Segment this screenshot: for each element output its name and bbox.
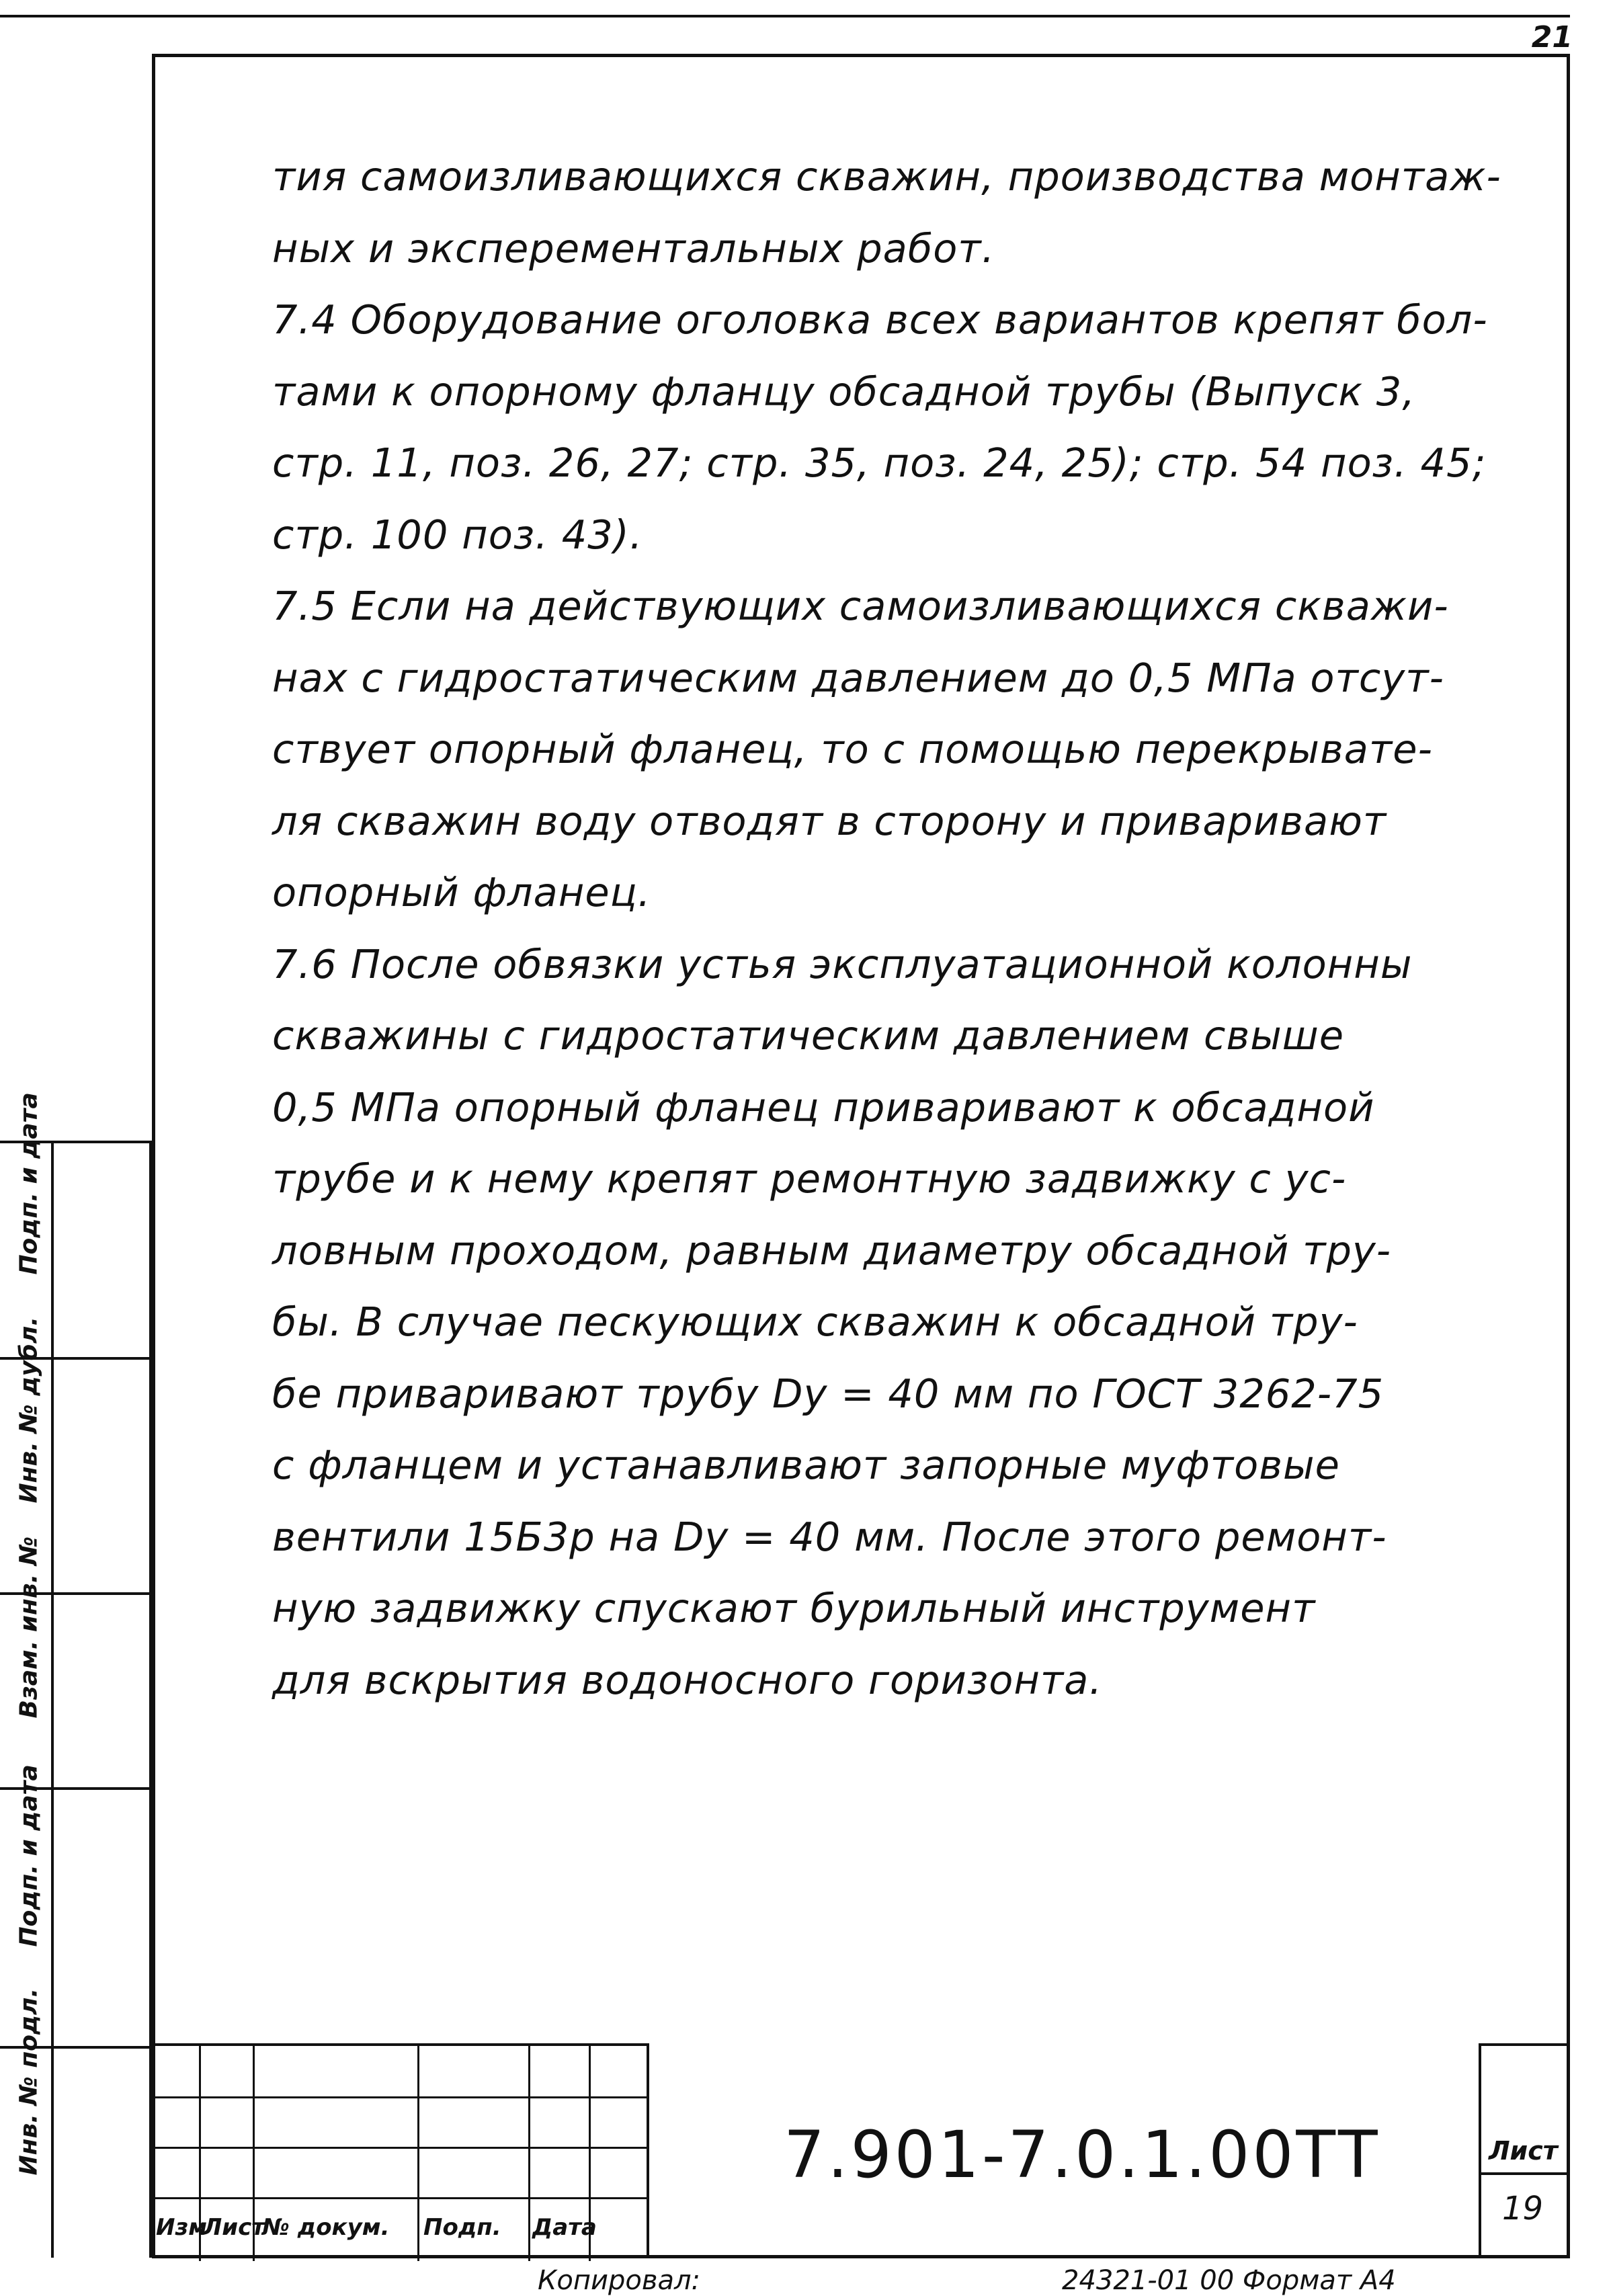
side-stamp-label: Взам. инв. №	[15, 1536, 43, 1719]
footer-format: 24321-01 00 Формат А4	[1062, 2265, 1396, 2296]
title-block-column-header: Подп.	[423, 2214, 501, 2241]
text-line: нах с гидростатическим давлением до 0,5 МПа отсут-	[272, 654, 1444, 701]
text-line: с фланцем и устанавливают запорные муфтовые	[272, 1442, 1340, 1488]
grid-col-line	[417, 2046, 419, 2261]
side-stamp-label: Подп. и дата	[15, 1764, 43, 1947]
footer-copied: Копировал:	[538, 2265, 701, 2296]
title-block-column-header: Лист	[203, 2214, 265, 2241]
side-stamp-label: Инв. № дубл.	[15, 1316, 43, 1504]
text-line: стр. 11, поз. 26, 27; стр. 35, поз. 24, 25); стр. 54 поз. 45;	[272, 440, 1487, 486]
body-text	[272, 141, 1563, 1716]
page-number: 21	[1531, 20, 1573, 54]
side-stamp	[0, 1092, 152, 2258]
top-rule	[0, 15, 1570, 17]
text-line: ную задвижку спускают бурильный инструмент	[272, 1585, 1316, 1631]
grid-col-line	[528, 2046, 530, 2261]
sheet-number: 19	[1502, 2190, 1544, 2227]
title-block-column-header: № докум.	[262, 2214, 390, 2241]
text-line: 7.6 После обвязки устья эксплуатационной колонны	[272, 940, 1413, 987]
sheet-divider	[1479, 2172, 1570, 2175]
sheet-label: Лист	[1489, 2136, 1558, 2166]
text-line: ля скважин воду отводят в сторону и приваривают	[272, 797, 1387, 844]
text-line: 7.5 Если на действующих самоизливающихся скважи-	[272, 583, 1449, 629]
text-line: бе приваривают трубу Dy = 40 мм по ГОСТ 3262-75	[272, 1370, 1384, 1417]
text-line: ствует опорный фланец, то с помощью перекрывате-	[272, 726, 1433, 772]
side-stamp-label: Подп. и дата	[15, 1092, 43, 1275]
title-block-column-header: Изм	[156, 2214, 208, 2241]
title-block-column-header: Дата	[532, 2214, 597, 2241]
text-line: скважины с гидростатическим давлением свыше	[272, 1012, 1345, 1059]
text-line: 7.4 Оборудование оголовка всех вариантов крепят бол-	[272, 296, 1488, 343]
text-line: 0,5 МПа опорный фланец приваривают к обсадной	[272, 1083, 1375, 1131]
grid-row-line	[152, 2197, 649, 2199]
text-line: стр. 100 поз. 43).	[272, 511, 643, 558]
grid-row-line	[152, 2096, 649, 2098]
text-line: тами к опорному фланцу обсадной трубы (Выпуск 3,	[272, 368, 1416, 415]
text-line: трубе и к нему крепят ремонтную задвижку с ус-	[272, 1155, 1347, 1202]
side-stamp-label: Инв. № подл.	[15, 1987, 43, 2176]
grid-row-line	[152, 2147, 649, 2149]
text-line: опорный фланец.	[272, 869, 651, 915]
text-line: бы. В случае пескующих скважин к обсадной тру-	[272, 1299, 1358, 1345]
text-line: ных и эксперементальных работ.	[272, 224, 995, 272]
document-code: 7.901-7.0.1.00ТТ	[784, 2117, 1380, 2192]
text-line: вентили 15Б3р на Dy = 40 мм. После этого ремонт-	[272, 1513, 1387, 1560]
text-line: для вскрытия водоносного горизонта.	[272, 1656, 1103, 1703]
text-line: ловным проходом, равным диаметру обсадной тру-	[272, 1227, 1392, 1274]
text-line: тия самоизливающихся скважин, производства монтаж-	[272, 153, 1501, 200]
